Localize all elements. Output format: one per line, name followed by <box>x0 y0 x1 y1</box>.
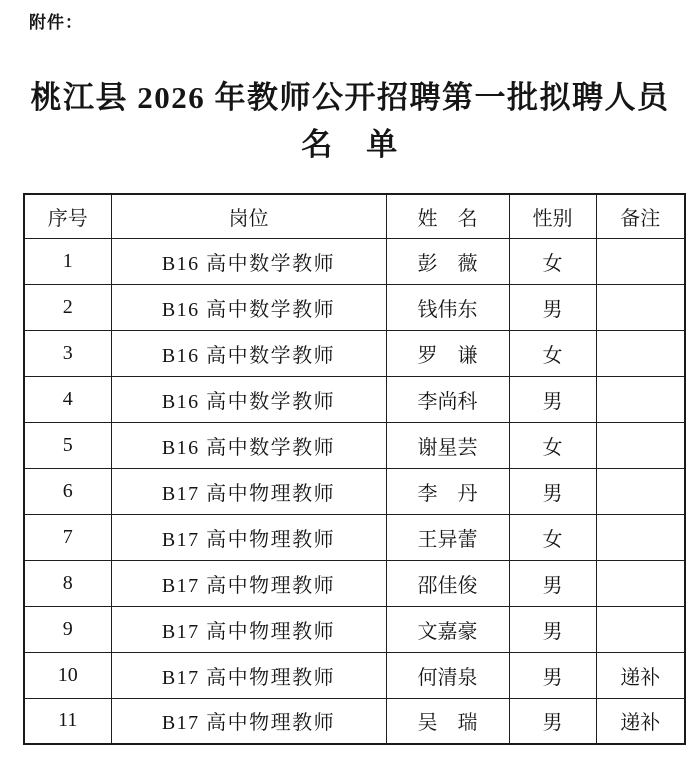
cell-gender: 男 <box>509 376 596 422</box>
header-name: 姓 名 <box>386 194 509 238</box>
page-title-line2: 名 单 <box>301 127 399 162</box>
table-header-row <box>24 194 685 238</box>
cell-seq: 1 <box>24 238 111 284</box>
table-row <box>24 698 685 744</box>
table-row <box>24 376 685 422</box>
cell-position: B16 高中数学教师 <box>111 284 386 330</box>
cell-seq: 11 <box>24 698 111 744</box>
cell-name: 彭 薇 <box>386 238 509 284</box>
cell-seq: 7 <box>24 514 111 560</box>
cell-name: 罗 谦 <box>386 330 509 376</box>
cell-gender: 男 <box>509 468 596 514</box>
cell-remark <box>596 238 685 284</box>
cell-position: B17 高中物理教师 <box>111 560 386 606</box>
cell-name: 王异蕾 <box>386 514 509 560</box>
cell-name: 吴 瑞 <box>386 698 509 744</box>
cell-seq: 3 <box>24 330 111 376</box>
header-remark: 备注 <box>596 194 685 238</box>
cell-name: 谢星芸 <box>386 422 509 468</box>
cell-seq: 8 <box>24 560 111 606</box>
cell-position: B17 高中物理教师 <box>111 468 386 514</box>
page-title-line1: 桃江县 2026 年教师公开招聘第一批拟聘人员 <box>30 80 670 115</box>
cell-gender: 男 <box>509 698 596 744</box>
cell-gender: 女 <box>509 514 596 560</box>
cell-seq: 10 <box>24 652 111 698</box>
cell-position: B17 高中物理教师 <box>111 514 386 560</box>
cell-position: B16 高中数学教师 <box>111 238 386 284</box>
cell-remark <box>596 422 685 468</box>
cell-position: B16 高中数学教师 <box>111 376 386 422</box>
cell-remark <box>596 606 685 652</box>
cell-name: 何清泉 <box>386 652 509 698</box>
cell-seq: 9 <box>24 606 111 652</box>
attachment-label: 附件： <box>29 13 83 32</box>
cell-remark <box>596 376 685 422</box>
cell-remark <box>596 330 685 376</box>
cell-name: 文嘉豪 <box>386 606 509 652</box>
hiring-roster-table <box>23 193 686 745</box>
cell-gender: 男 <box>509 652 596 698</box>
cell-seq: 4 <box>24 376 111 422</box>
header-gender: 性别 <box>509 194 596 238</box>
cell-gender: 男 <box>509 284 596 330</box>
table-row <box>24 238 685 284</box>
cell-position: B17 高中物理教师 <box>111 606 386 652</box>
page-title <box>0 74 700 168</box>
cell-name: 李 丹 <box>386 468 509 514</box>
cell-name: 钱伟东 <box>386 284 509 330</box>
table-row <box>24 652 685 698</box>
table-row <box>24 330 685 376</box>
header-seq: 序号 <box>24 194 111 238</box>
cell-seq: 5 <box>24 422 111 468</box>
cell-position: B17 高中物理教师 <box>111 652 386 698</box>
table-row <box>24 560 685 606</box>
header-position: 岗位 <box>111 194 386 238</box>
cell-position: B16 高中数学教师 <box>111 422 386 468</box>
table-row <box>24 284 685 330</box>
cell-gender: 男 <box>509 560 596 606</box>
cell-remark <box>596 560 685 606</box>
cell-remark <box>596 468 685 514</box>
cell-remark <box>596 284 685 330</box>
cell-seq: 6 <box>24 468 111 514</box>
cell-remark <box>596 514 685 560</box>
cell-position: B17 高中物理教师 <box>111 698 386 744</box>
cell-name: 邵佳俊 <box>386 560 509 606</box>
cell-remark: 递补 <box>596 652 685 698</box>
table-row <box>24 422 685 468</box>
cell-position: B16 高中数学教师 <box>111 330 386 376</box>
cell-gender: 女 <box>509 422 596 468</box>
table-row <box>24 514 685 560</box>
table-row <box>24 606 685 652</box>
cell-name: 李尚科 <box>386 376 509 422</box>
cell-gender: 男 <box>509 606 596 652</box>
cell-gender: 女 <box>509 238 596 284</box>
table-row <box>24 468 685 514</box>
cell-gender: 女 <box>509 330 596 376</box>
cell-remark: 递补 <box>596 698 685 744</box>
cell-seq: 2 <box>24 284 111 330</box>
